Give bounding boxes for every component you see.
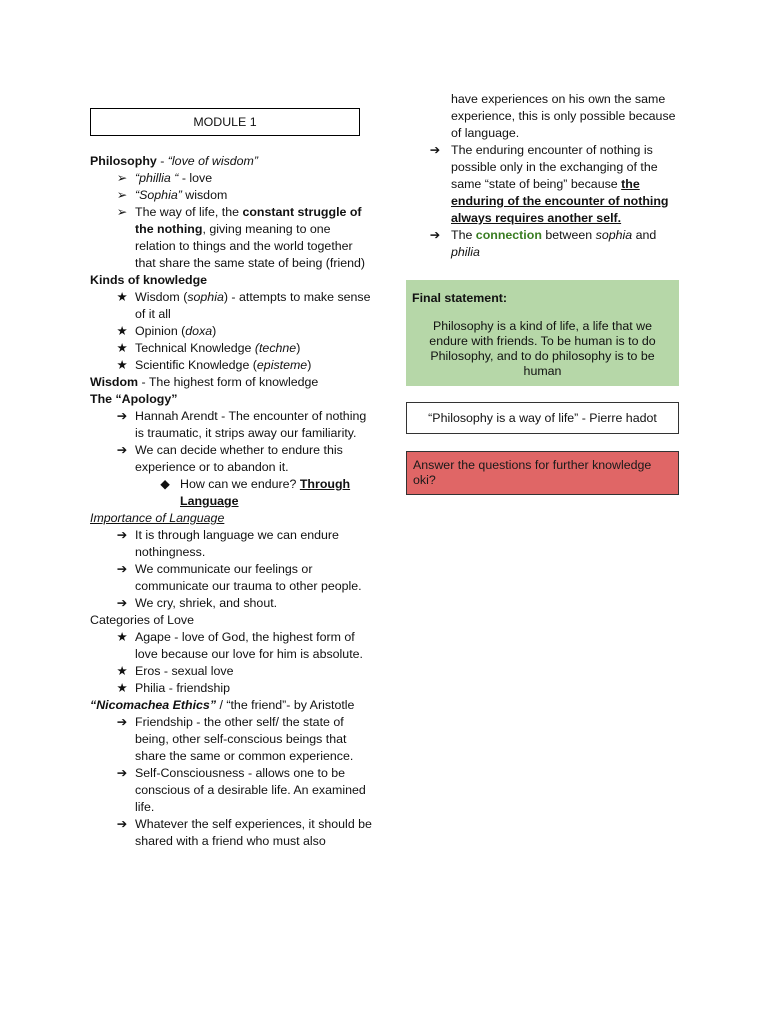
arrow-bullet-icon: ➔ — [116, 596, 128, 610]
arrow-bullet-icon: ➔ — [429, 143, 441, 157]
list-item — [406, 227, 681, 261]
kind-a: Wisdom ( — [135, 290, 188, 304]
arrow-bullet-icon: ➔ — [116, 409, 128, 423]
star-bullet-icon: ★ — [116, 358, 128, 372]
list-item — [90, 680, 372, 697]
list-item — [90, 357, 372, 374]
left-column — [90, 108, 372, 850]
importance-item: We communicate our feelings or communicate our trauma to other people. — [135, 562, 362, 593]
star-bullet-icon: ★ — [116, 630, 128, 644]
endure-question: How can we endure? — [180, 477, 300, 491]
apology-item: Hannah Arendt - The encounter of nothing is traumatic, it strips away our familiarity. — [135, 409, 367, 440]
sophia-def: wisdom — [181, 188, 228, 202]
love-heading: Categories of Love — [90, 613, 195, 627]
arrow-bullet-icon: ➔ — [116, 562, 128, 576]
arrow-bullet-icon: ➔ — [116, 766, 128, 780]
enduring-b: the enduring of the encounter of nothing always requires another self. — [451, 177, 669, 225]
nicomachea-title: “Nicomachea Ethics” — [90, 698, 217, 712]
chevron-bullet-icon: ➢ — [116, 205, 128, 219]
star-bullet-icon: ★ — [116, 664, 128, 678]
list-item — [90, 340, 372, 357]
list-item — [406, 142, 681, 227]
module-title-box — [90, 108, 360, 136]
enduring-a: The enduring encounter of nothing is possible only in the exchanging of the same “state of being” because — [451, 143, 658, 191]
arrow-bullet-icon: ➔ — [116, 528, 128, 542]
kind-c: ) — [212, 324, 217, 338]
list-item — [90, 714, 372, 765]
list-item — [90, 442, 372, 476]
nicomachea-item: Friendship - the other self/ the state of being, other self-conscious beings that share the same or common experience. — [135, 715, 354, 763]
list-item — [90, 629, 372, 663]
quote-box — [406, 402, 679, 434]
kind-c: ) — [307, 358, 312, 372]
way-of-life-c: , giving meaning to one relation to things and the world together that share the same state of being (friend) — [135, 222, 366, 270]
list-item — [90, 595, 372, 612]
endure-answer: Through Language — [180, 477, 351, 508]
kind-b: episteme — [256, 358, 308, 372]
final-statement-box — [406, 280, 679, 386]
continued-text: have experiences on his own the same experience, this is only possible because of language. — [451, 92, 676, 140]
star-bullet-icon: ★ — [116, 681, 128, 695]
list-item — [90, 408, 372, 442]
connection-f: philia — [451, 245, 480, 259]
nicomachea-rest: / “the friend”- by Aristotle — [216, 698, 355, 712]
arrow-bullet-icon: ➔ — [116, 715, 128, 729]
answer-box — [406, 451, 679, 495]
kind-b: doxa — [185, 324, 213, 338]
final-statement-title: Final statement: — [412, 291, 508, 305]
quote-text: “Philosophy is a way of life” - Pierre hadot — [428, 410, 657, 425]
kind-c: ) — [296, 341, 301, 355]
philosophy-term: Philosophy — [90, 154, 157, 168]
connection-e: and — [632, 228, 657, 242]
apology-heading: The “Apology” — [90, 392, 178, 406]
kind-b: (techne — [254, 341, 297, 355]
nicomachea-item: Whatever the self experiences, it should be shared with a friend who must also — [135, 817, 372, 848]
phillia-term: “phillia “ — [135, 171, 179, 185]
kind-b: sophia — [187, 290, 224, 304]
list-item — [90, 765, 372, 816]
list-item — [90, 663, 372, 680]
love-item: Eros - sexual love — [135, 664, 234, 678]
connection-a: The — [451, 228, 476, 242]
list-item — [90, 561, 372, 595]
love-item: Philia - friendship — [135, 681, 231, 695]
chevron-bullet-icon: ➢ — [116, 188, 128, 202]
list-item — [90, 170, 372, 187]
apology-item: We can decide whether to endure this experience or to abandon it. — [135, 443, 343, 474]
list-item — [90, 527, 372, 561]
kind-c: ) - attempts to make sense of it all — [135, 290, 371, 321]
star-bullet-icon: ★ — [116, 290, 128, 304]
connection-c: between — [541, 228, 596, 242]
kind-a: Technical Knowledge — [135, 341, 255, 355]
star-bullet-icon: ★ — [116, 324, 128, 338]
right-column — [406, 91, 681, 261]
love-item: Agape - love of God, the highest form of love because our love for him is absolute. — [135, 630, 363, 661]
arrow-bullet-icon: ➔ — [116, 817, 128, 831]
module-title: MODULE 1 — [193, 114, 257, 129]
list-item — [90, 476, 372, 510]
list-item — [90, 204, 372, 272]
importance-item: We cry, shriek, and shout. — [135, 596, 278, 610]
wisdom-term: Wisdom — [90, 375, 139, 389]
way-of-life-b: constant struggle of the nothing — [135, 205, 362, 236]
kind-a: Scientific Knowledge ( — [135, 358, 257, 372]
arrow-bullet-icon: ➔ — [429, 228, 441, 242]
answer-text: Answer the questions for further knowledge oki? — [413, 458, 652, 487]
kind-a: Opinion ( — [135, 324, 186, 338]
list-item — [90, 187, 372, 204]
connection-b: connection — [475, 228, 542, 242]
kinds-heading: Kinds of knowledge — [90, 273, 208, 287]
list-item-continued — [406, 91, 681, 142]
importance-item: It is through language we can endure nothingness. — [135, 528, 339, 559]
philosophy-definition — [90, 153, 372, 170]
sophia-term: “Sophia” — [135, 188, 182, 202]
chevron-bullet-icon: ➢ — [116, 171, 128, 185]
wisdom-line — [90, 374, 372, 391]
diamond-bullet-icon: ◆ — [160, 477, 170, 491]
star-bullet-icon: ★ — [116, 341, 128, 355]
nicomachea-item: Self-Consciousness - allows one to be conscious of a desirable life. An examined life. — [135, 766, 366, 814]
importance-heading: Importance of Language — [90, 511, 225, 525]
connection-d: sophia — [595, 228, 633, 242]
way-of-life-a: The way of life, the — [135, 205, 243, 219]
nicomachea-heading — [90, 697, 372, 714]
arrow-bullet-icon: ➔ — [116, 443, 128, 457]
philosophy-sep: - — [156, 154, 168, 168]
phillia-def: - love — [178, 171, 213, 185]
list-item — [90, 289, 372, 323]
final-statement-body: Philosophy is a kind of life, a life that we endure with friends. To be human is to do Philosophy, and to do philosophy is to be human — [429, 319, 656, 378]
list-item — [90, 323, 372, 340]
list-item — [90, 816, 372, 850]
wisdom-rest: - The highest form of knowledge — [138, 375, 319, 389]
philosophy-def: “love of wisdom” — [167, 154, 258, 168]
